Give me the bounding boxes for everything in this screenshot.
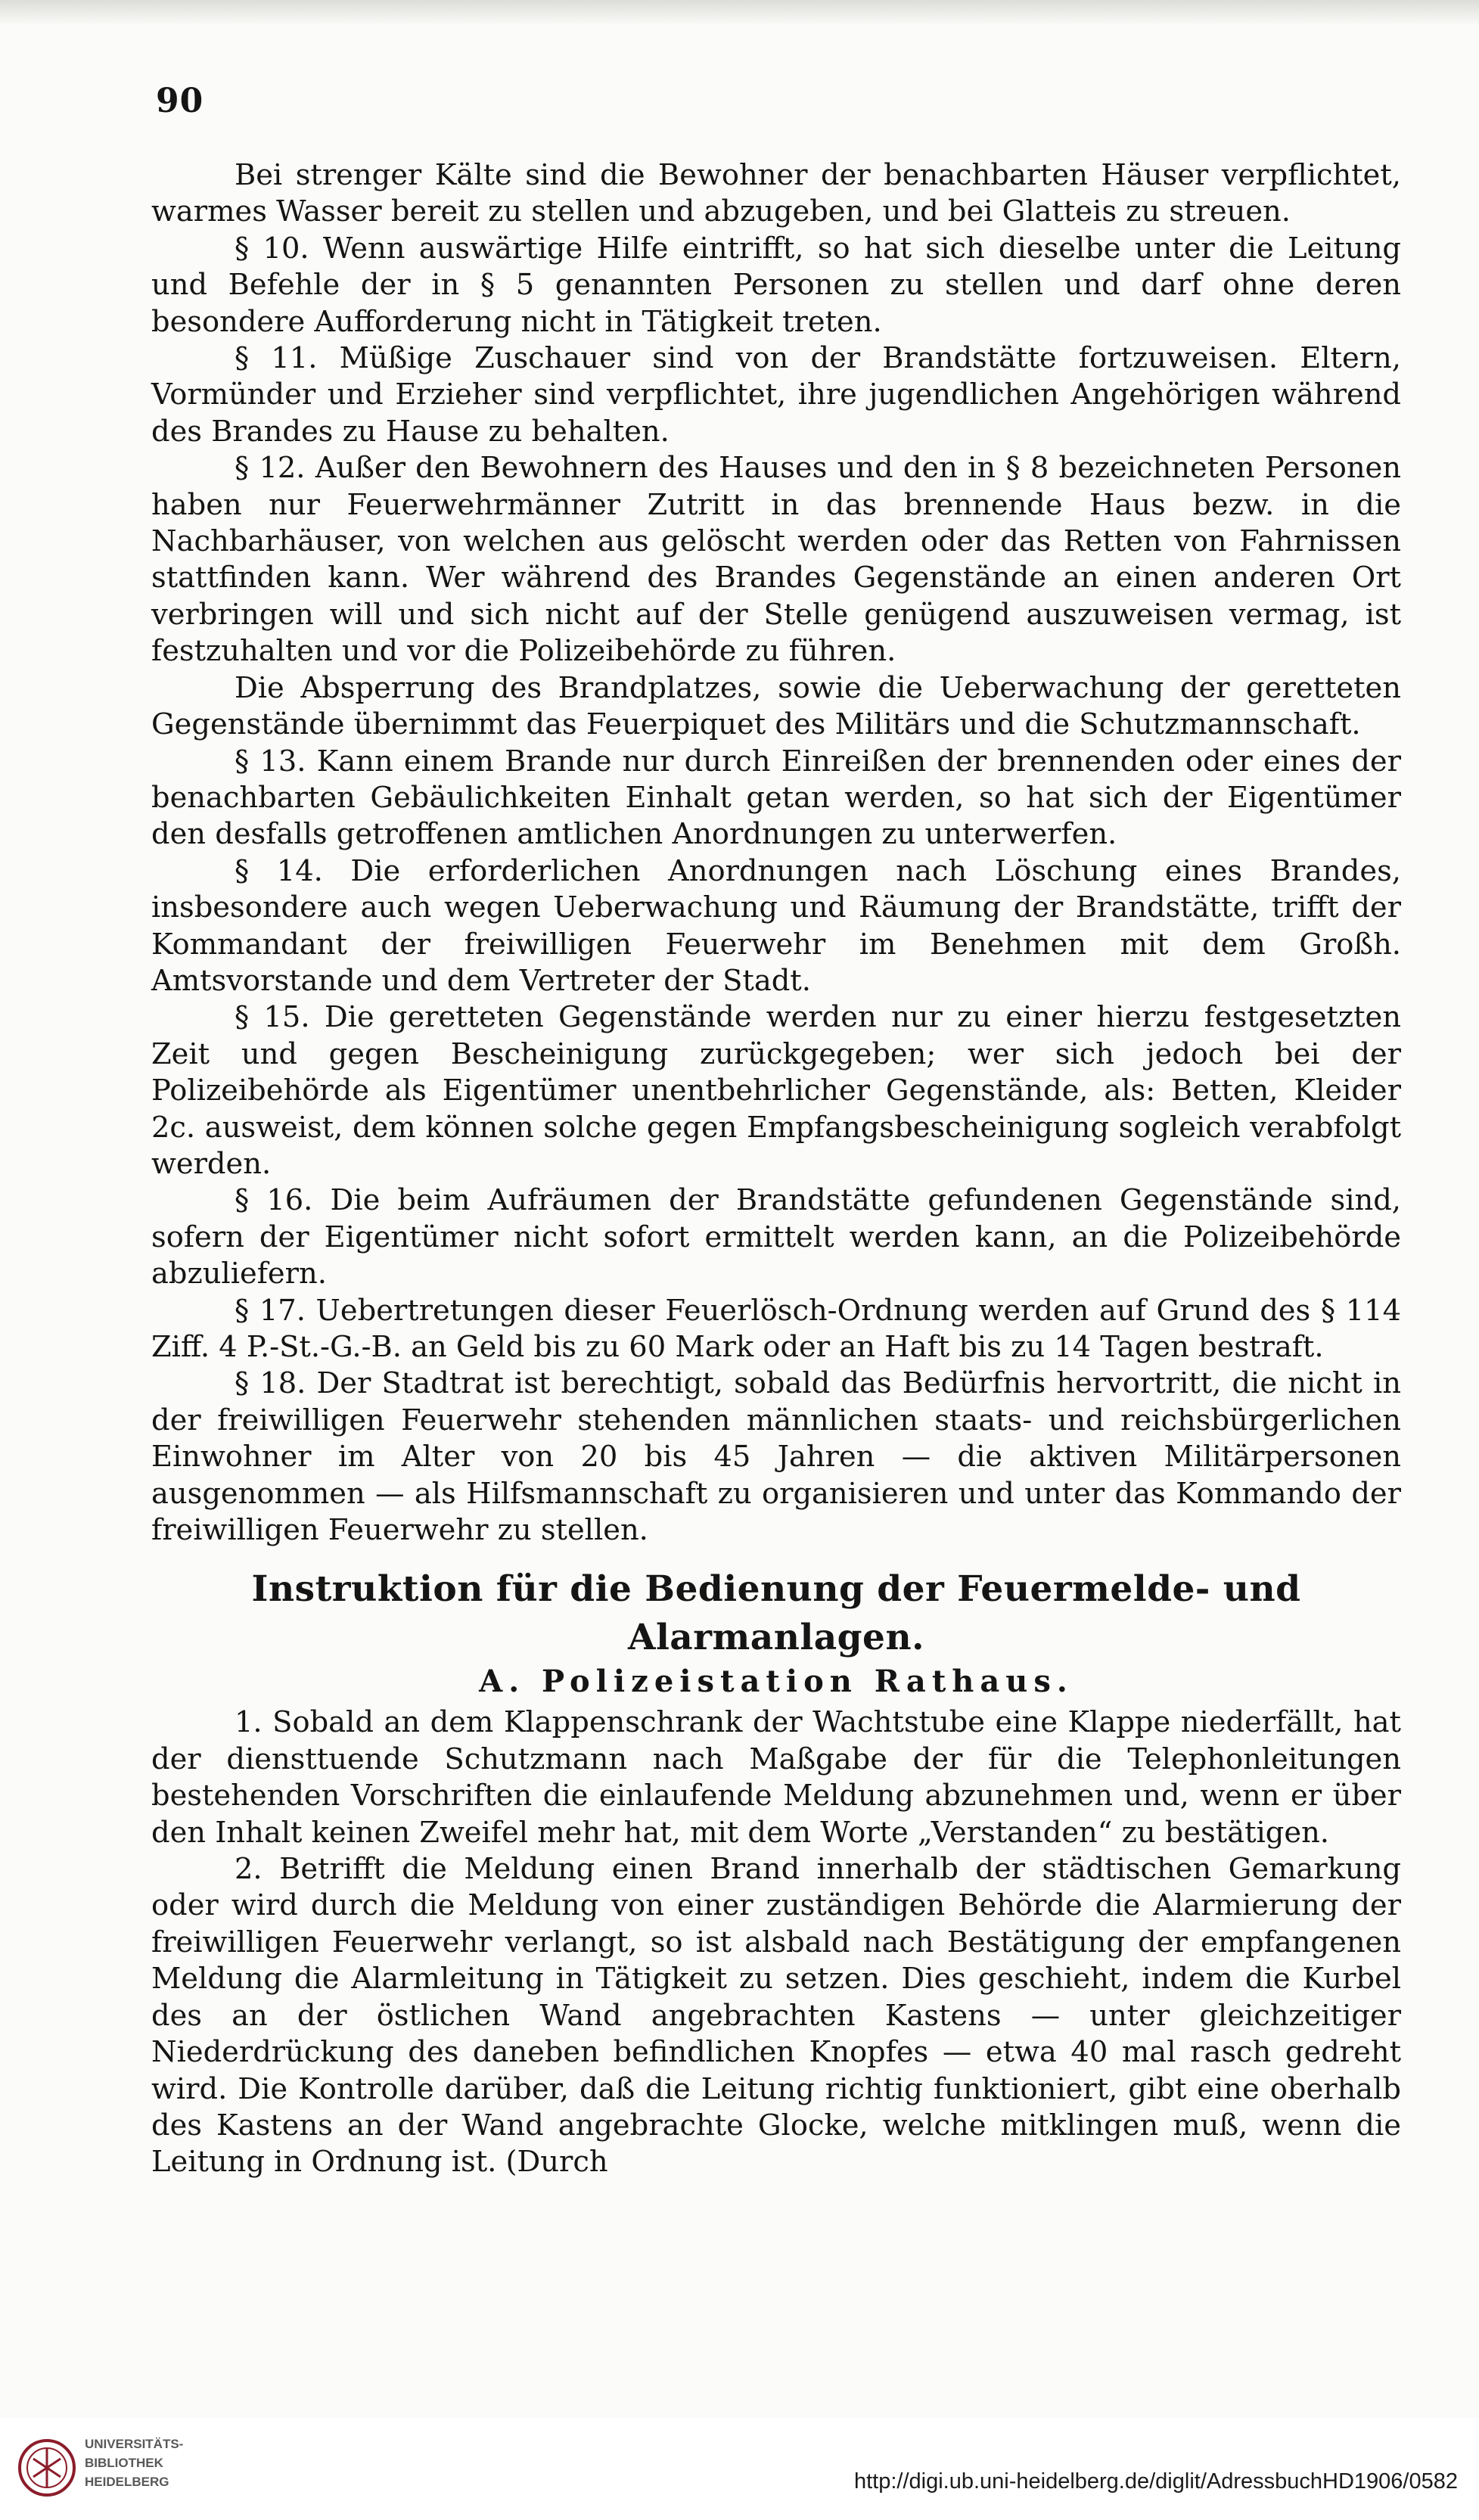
footer-bar — [0, 2418, 1479, 2520]
library-name — [85, 2435, 236, 2491]
paragraph-absperrung: Die Absperrung des Brandplatzes, sowie die Ueberwachung der geretteten Gegenstände übernimmt das Feuerpiquet des Militärs und die Schutzmannschaft. — [151, 670, 1401, 742]
paragraph-section-16: § 16. Die beim Aufräumen der Brandstätte gefundenen Gegenstände sind, sofern der Eigentümer nicht sofort ermittelt werden kann, an die Polizeibehörde abzuliefern. — [151, 1183, 1401, 1291]
university-seal-icon — [17, 2430, 77, 2506]
library-name-line: BIBLIOTHEK — [85, 2456, 163, 2470]
section-title: Instruktion für die Bedienung der Feuermelde- und Alarmanlagen. — [251, 1568, 1301, 1659]
document-body — [151, 157, 1401, 2181]
instruction-1: 1. Sobald an dem Klappenschrank der Wachtstube eine Klappe niederfällt, hat der diensttuende Schutzmann nach Maßgabe der für die Telephonleitungen bestehenden Vorschriften die einlaufende Meldung abzunehmen und, wenn er über den Inhalt keinen Zweifel mehr hat, mit dem Worte „Verstanden“ zu bestätigen. — [151, 1705, 1401, 1850]
instruction-2: 2. Betrifft die Meldung einen Brand innerhalb der städtischen Gemarkung oder wird durch die Meldung von einer zuständigen Behörde die Alarmierung der freiwilligen Feuerwehr verlangt, so ist alsbald nach Bestätigung der empfangenen Meldung die Alarmleitung in Tätigkeit zu setzen. Dies geschieht, indem die Kurbel des an der östlichen Wand angebrachten Kastens — unter gleichzeitiger Niederdrückung des daneben befindlichen Knopfes — etwa 40 mal rasch gedreht wird. Die Kontrolle darüber, daß die Leitung richtig funktioniert, gibt eine oberhalb des Kastens an der Wand angebrachte Glocke, welche mitklingen muß, wenn die Leitung in Ordnung ist. (Durch — [151, 1852, 1401, 2180]
paragraph-section-12: § 12. Außer den Bewohnern des Hauses und den in § 8 bezeichneten Personen haben nur Feuerwehrmänner Zutritt in das brennende Haus bezw. in die Nachbarhäuser, von welchen aus gelöscht werden oder das Retten von Fahrnissen stattfinden kann. Wer während des Brandes Gegenstände an einen anderen Ort verbringen will und sich nicht auf der Stelle genügend auszuweisen vermag, ist festzuhalten und vor die Polizeibehörde zu führen. — [151, 451, 1401, 669]
sub-title: A. Polizeistation Rathaus. — [479, 1664, 1074, 1700]
paragraph-section-17: § 17. Uebertretungen dieser Feuerlösch-Ordnung werden auf Grund des § 114 Ziff. 4 P.-St.-G.-B. an Geld bis zu 60 Mark oder an Haft bis zu 14 Tagen bestraft. — [151, 1293, 1401, 1364]
paragraph-section-15: § 15. Die geretteten Gegenstände werden nur zu einer hierzu festgesetzten Zeit und gegen Bescheinigung zurückgegeben; wer sich jedoch bei der Polizeibehörde als Eigentümer unentbehrlicher Gegenstände, als: Betten, Kleider 2c. ausweist, dem können solche gegen Empfangsbescheinigung sogleich verabfolgt werden. — [151, 1000, 1401, 1181]
paragraph-section-13: § 13. Kann einem Brande nur durch Einreißen der brennenden oder eines der benachbarten Gebäulichkeiten Einhalt getan werden, so hat sich der Eigentümer den desfalls getroffenen amtlichen Anordnungen zu unterwerfen. — [151, 744, 1401, 852]
paragraph-section-18: § 18. Der Stadtrat ist berechtigt, sobald das Bedürfnis hervortritt, die nicht in der freiwilligen Feuerwehr stehenden männlichen staats- und reichsbürgerlichen Einwohner im Alter von 20 bis 45 Jahren — die aktiven Militärpersonen ausgenommen — als Hilfsmannschaft zu organisieren und unter das Kommando der freiwilligen Feuerwehr zu stellen. — [151, 1366, 1401, 1548]
paragraph-section-10: § 10. Wenn auswärtige Hilfe eintrifft, so hat sich dieselbe unter die Leitung und Befehle der in § 5 genannten Personen zu stellen und darf ohne deren besondere Aufforderung nicht in Tätigkeit treten. — [151, 231, 1401, 339]
library-name-line: HEIDELBERG — [85, 2475, 169, 2489]
library-name-line: UNIVERSITÄTS- — [85, 2437, 184, 2451]
paragraph-cold-weather: Bei strenger Kälte sind die Bewohner der benachbarten Häuser verpflichtet, warmes Wasser bereit zu stellen und abzugeben, und bei Glatteis zu streuen. — [151, 158, 1401, 229]
page-edge-shadow — [0, 0, 1479, 26]
source-url-link[interactable]: http://digi.ub.uni-heidelberg.de/diglit/AdressbuchHD1906/0582 — [853, 2469, 1458, 2494]
paragraph-section-11: § 11. Müßige Zuschauer sind von der Brandstätte fortzuweisen. Eltern, Vormünder und Erzieher sind verpflichtet, ihre jugendlichen Angehörigen während des Brandes zu Hause zu behalten. — [151, 341, 1401, 449]
page-number: 90 — [156, 82, 204, 120]
paragraph-section-14: § 14. Die erforderlichen Anordnungen nach Löschung eines Brandes, insbesondere auch wegen Ueberwachung und Räumung der Brandstätte, trifft der Kommandant der freiwilligen Feuerwehr im Benehmen mit dem Großh. Amtsvorstande und dem Vertreter der Stadt. — [151, 853, 1401, 998]
